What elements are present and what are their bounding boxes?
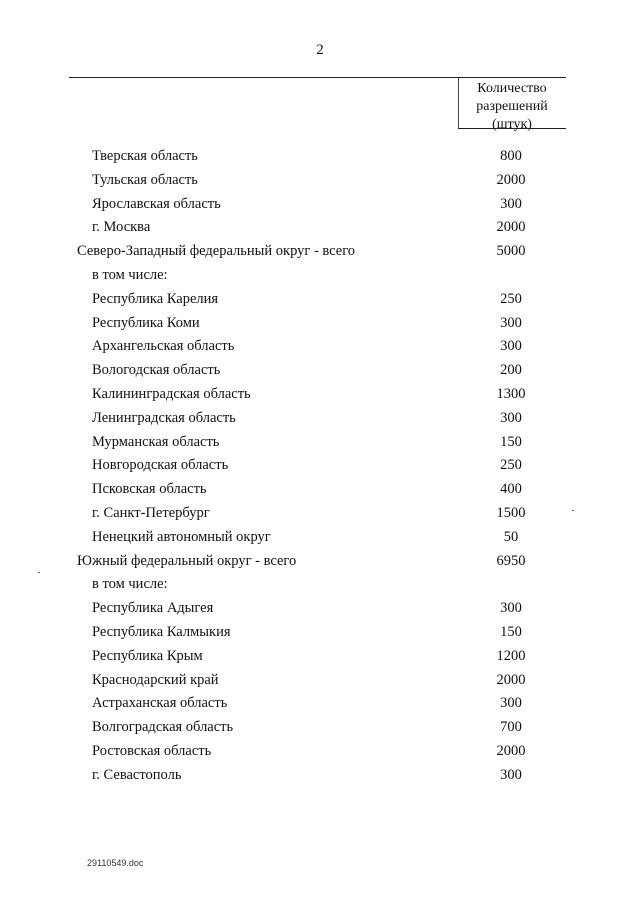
row-value: 300 bbox=[500, 195, 522, 212]
table-row bbox=[0, 455, 640, 479]
row-name: г. Москва bbox=[92, 219, 151, 236]
header-bottom-rule bbox=[458, 128, 566, 129]
row-value: 150 bbox=[500, 433, 522, 450]
header-line-3: (штук) bbox=[492, 117, 532, 132]
table-row bbox=[0, 360, 640, 384]
table-row bbox=[0, 217, 640, 241]
row-value: 6950 bbox=[496, 552, 526, 569]
row-name: Новгородская область bbox=[92, 457, 229, 474]
district-total-row bbox=[0, 241, 640, 265]
row-value: 150 bbox=[500, 623, 522, 640]
row-name: в том числе: bbox=[92, 576, 168, 593]
table-row bbox=[0, 622, 640, 646]
row-name: Ростовская область bbox=[92, 742, 212, 759]
row-value: 700 bbox=[500, 719, 522, 736]
row-name: Астраханская область bbox=[92, 695, 228, 712]
row-value: 2000 bbox=[496, 219, 526, 236]
table-row bbox=[0, 432, 640, 456]
row-value: 300 bbox=[500, 314, 522, 331]
quantity-column-header bbox=[458, 80, 566, 134]
row-value: 1200 bbox=[496, 647, 526, 664]
table-top-rule bbox=[69, 77, 566, 78]
row-value: 2000 bbox=[496, 671, 526, 688]
table-row bbox=[0, 170, 640, 194]
row-name: в том числе: bbox=[92, 266, 168, 283]
row-value: 400 bbox=[500, 481, 522, 498]
row-name: Тульская область bbox=[92, 171, 198, 188]
row-name: Псковская область bbox=[92, 481, 207, 498]
row-name: Республика Крым bbox=[92, 647, 203, 664]
row-name: Тверская область bbox=[92, 148, 198, 164]
row-name: Северо-Западный федеральный округ - всего bbox=[77, 243, 356, 260]
row-value: 300 bbox=[500, 338, 522, 355]
table-row bbox=[0, 194, 640, 218]
row-name: Южный федеральный округ - всего bbox=[77, 552, 297, 569]
row-name: Мурманская область bbox=[92, 433, 220, 450]
row-value: 300 bbox=[500, 695, 522, 712]
row-value: 800 bbox=[500, 148, 522, 164]
row-value: 2000 bbox=[496, 742, 526, 759]
subheading-row bbox=[0, 574, 640, 598]
row-value: 300 bbox=[500, 766, 522, 783]
row-name: Ярославская область bbox=[92, 195, 221, 212]
row-name: Ленинградская область bbox=[92, 409, 236, 426]
table-row bbox=[0, 146, 640, 170]
row-name: Республика Коми bbox=[92, 314, 200, 331]
table-row bbox=[0, 765, 640, 789]
scan-speck bbox=[572, 510, 574, 511]
table-row bbox=[0, 289, 640, 313]
row-value: 5000 bbox=[496, 243, 526, 260]
subheading-row bbox=[0, 265, 640, 289]
table-row bbox=[0, 313, 640, 337]
row-name: Волгоградская область bbox=[92, 719, 234, 736]
header-line-1: Количество bbox=[477, 81, 547, 96]
table-row bbox=[0, 503, 640, 527]
row-name: Краснодарский край bbox=[92, 671, 219, 688]
row-value: 300 bbox=[500, 409, 522, 426]
row-value: 300 bbox=[500, 600, 522, 617]
table-row bbox=[0, 336, 640, 360]
table-row bbox=[0, 693, 640, 717]
row-value: 2000 bbox=[496, 171, 526, 188]
row-name: Вологодская область bbox=[92, 362, 221, 379]
permits-table-body bbox=[0, 146, 640, 789]
document-filename: 29110549.doc bbox=[87, 858, 144, 868]
row-value: 1300 bbox=[496, 385, 526, 402]
table-row bbox=[0, 527, 640, 551]
row-value: 250 bbox=[500, 290, 522, 307]
table-row bbox=[0, 646, 640, 670]
row-value: 1500 bbox=[496, 504, 526, 521]
scan-speck bbox=[38, 572, 40, 573]
row-value: 50 bbox=[503, 528, 519, 545]
row-name: Ненецкий автономный округ bbox=[92, 528, 271, 545]
table-row bbox=[0, 670, 640, 694]
page-number: 2 bbox=[316, 42, 324, 58]
row-name: Калининградская область bbox=[92, 385, 251, 402]
row-name: г. Санкт-Петербург bbox=[92, 504, 210, 521]
table-row bbox=[0, 479, 640, 503]
district-total-row bbox=[0, 551, 640, 575]
table-row bbox=[0, 741, 640, 765]
row-value: 250 bbox=[500, 457, 522, 474]
row-name: Республика Адыгея bbox=[92, 600, 214, 617]
row-name: Республика Карелия bbox=[92, 290, 219, 307]
row-name: г. Севастополь bbox=[92, 766, 182, 783]
table-row bbox=[0, 384, 640, 408]
table-row bbox=[0, 717, 640, 741]
table-row bbox=[0, 598, 640, 622]
row-name: Республика Калмыкия bbox=[92, 623, 231, 640]
row-name: Архангельская область bbox=[92, 338, 235, 355]
table-row bbox=[0, 408, 640, 432]
header-line-2: разрешений bbox=[476, 99, 548, 114]
row-value: 200 bbox=[500, 362, 522, 379]
